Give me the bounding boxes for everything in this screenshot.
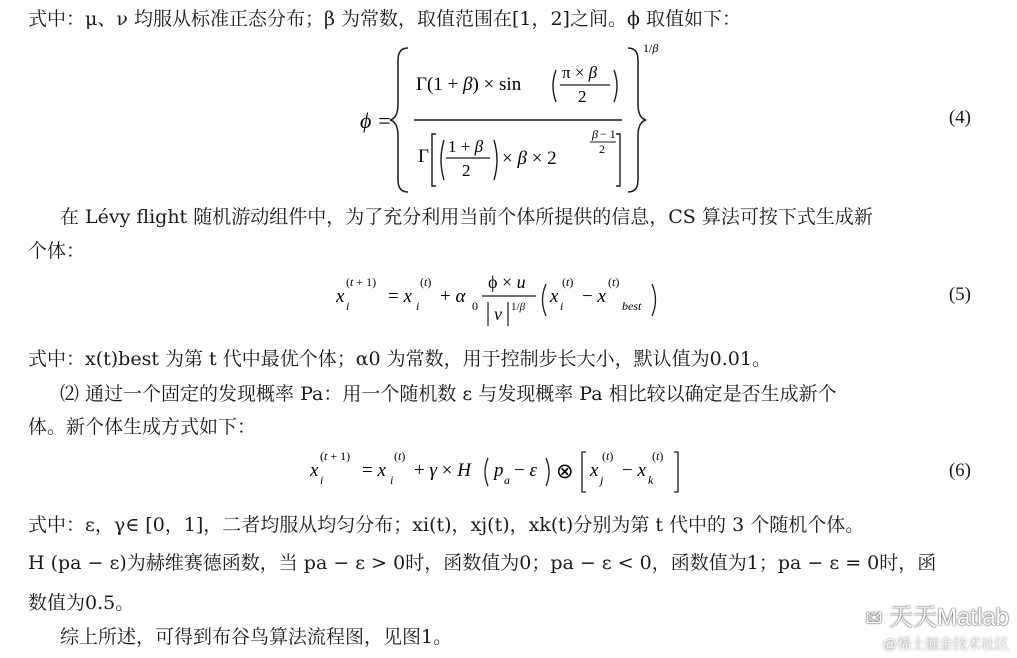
svg-text:(t + 1): (t + 1) (346, 275, 377, 289)
svg-text:+ γ × H: + γ × H (414, 460, 471, 481)
svg-text:p: p (494, 460, 504, 481)
watermark (866, 597, 1009, 654)
equation-5-graphic (336, 266, 676, 336)
paragraph-3: 式中：x(t)best 为第 t 代中最优个体；α0 为常数，用于控制步长大小，默认值为0.01。 (28, 348, 771, 370)
svg-text:= x: = x (362, 460, 386, 481)
paragraph-6: 综上所述，可得到布谷鸟算法流程图，见图1。 (60, 626, 453, 648)
svg-text:2: 2 (599, 142, 605, 156)
svg-text:1/β: 1/β (643, 41, 659, 55)
svg-text:− x: − x (622, 460, 646, 481)
equation-6-number: (6) (948, 460, 971, 481)
svg-text:best: best (622, 299, 642, 313)
svg-text:1/β: 1/β (511, 301, 526, 313)
paragraph-5-line-3: 数值为0.5。 (28, 592, 135, 614)
svg-text:2: 2 (578, 87, 587, 106)
svg-text:⊗: ⊗ (556, 459, 574, 483)
svg-text:− 1: − 1 (600, 127, 616, 141)
equation-6-graphic (310, 444, 690, 500)
equation-4-graphic (360, 40, 660, 200)
svg-text:i: i (390, 473, 394, 487)
equation-4 (360, 40, 660, 200)
svg-text:β: β (592, 127, 598, 141)
svg-text:i: i (346, 299, 350, 313)
svg-text:i: i (560, 299, 564, 313)
svg-text:+ α: + α (440, 286, 466, 307)
svg-text:(t): (t) (608, 275, 620, 289)
svg-text:i: i (416, 299, 420, 313)
watermark-main-text: 天天Matlab (888, 604, 1009, 631)
svg-text:ν: ν (494, 304, 502, 324)
svg-text:a: a (504, 473, 510, 487)
svg-text:x: x (310, 460, 319, 481)
svg-text:ϕ × u: ϕ × u (488, 272, 526, 292)
svg-text:(t): (t) (562, 275, 574, 289)
paragraph-5-line-2: H (pa − ε)为赫维赛德函数，当 pa − ε > 0时，函数值为0；pa − ε < 0，函数值为1；pa − ε = 0时，函 (28, 552, 937, 574)
svg-text:2: 2 (462, 161, 471, 180)
equation-5-number: (5) (948, 284, 971, 305)
paragraph-5-line-1: 式中：ε，γ∈ [0，1]，二者均服从均匀分布；xi(t)，xj(t)，xk(t)分别为第 t 代中的 3 个随机个体。 (28, 514, 865, 536)
svg-text:Γ(1 + β) × sin: Γ(1 + β) × sin (416, 74, 522, 95)
svg-text:Γ: Γ (418, 146, 429, 167)
svg-text:× β × 2: × β × 2 (502, 148, 557, 169)
paragraph-2-line-1: 在 Lévy flight 随机游动组件中，为了充分利用当前个体所提供的信息，CS 算法可按下式生成新 (60, 206, 873, 228)
svg-text:j: j (600, 473, 604, 487)
paragraph-2-line-2: 个体： (28, 240, 86, 262)
svg-text:(t + 1): (t + 1) (320, 449, 351, 463)
svg-text:− x: − x (582, 286, 606, 307)
svg-text:= x: = x (388, 286, 412, 307)
paragraph-4-line-2: 体。新个体生成方式如下： (28, 416, 257, 438)
svg-text:(t): (t) (420, 275, 432, 289)
watermark-main (866, 597, 1009, 632)
svg-text:i: i (320, 473, 324, 487)
svg-text:x: x (550, 286, 559, 307)
equation-6 (310, 444, 690, 500)
svg-text:π × β: π × β (562, 63, 598, 82)
svg-text:1 + β: 1 + β (448, 137, 484, 156)
svg-text:(t): (t) (652, 449, 664, 463)
equation-4-number: (4) (948, 107, 971, 128)
svg-text:ϕ =: ϕ = (360, 108, 392, 133)
watermark-sub: @稀土掘金技术社区 (882, 636, 1009, 652)
svg-text:(t): (t) (602, 449, 614, 463)
wechat-icon: ✉ (865, 608, 883, 630)
svg-text:k: k (648, 473, 654, 487)
equation-5 (336, 266, 676, 336)
svg-text:0: 0 (472, 299, 478, 313)
paragraph-4-line-1: ⑵ 通过一个固定的发现概率 Pa：用一个随机数 ε 与发现概率 Pa 相比较以确定是否生成新个 (60, 383, 837, 405)
svg-text:(t): (t) (394, 449, 406, 463)
svg-text:− ε: − ε (514, 460, 537, 481)
paragraph-1: 式中：μ、ν 均服从标准正态分布；β 为常数，取值范围在[1，2]之间。ϕ 取值如下： (28, 8, 741, 30)
svg-text:x: x (590, 460, 599, 481)
svg-text:x: x (336, 286, 345, 307)
